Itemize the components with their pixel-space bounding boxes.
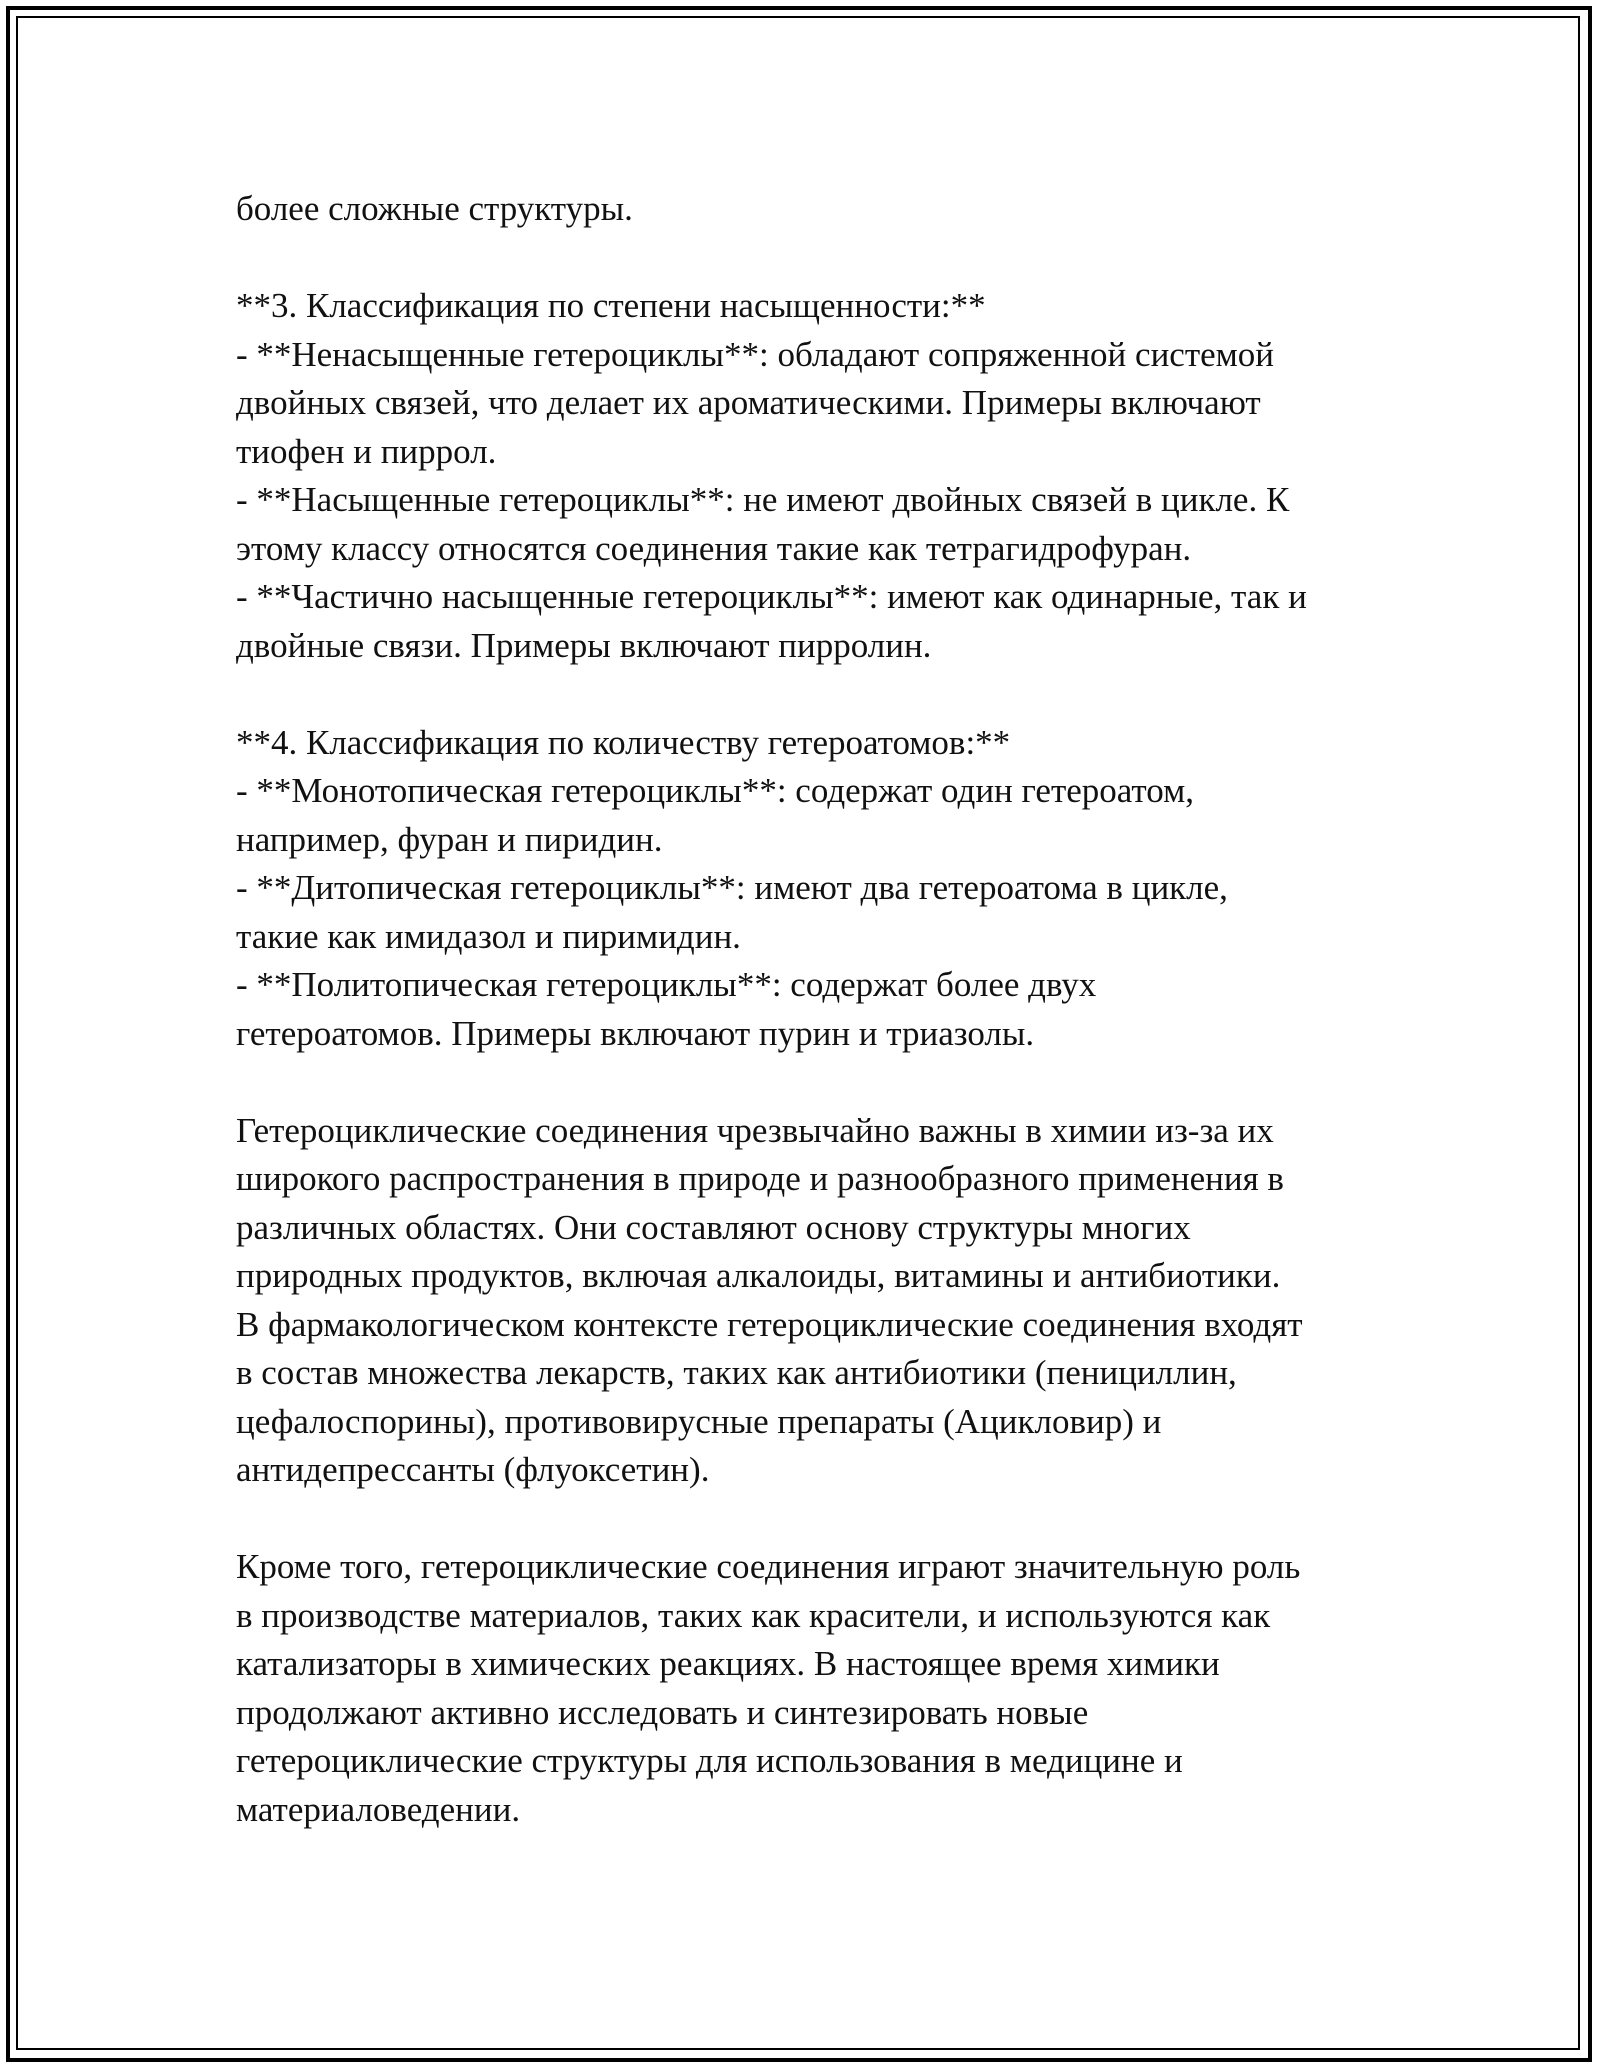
text-line: катализаторы в химических реакциях. В настоящее время химики <box>236 1644 1220 1683</box>
text-line: природных продуктов, включая алкалоиды, витамины и антибиотики. <box>236 1256 1281 1295</box>
paragraph-spacer <box>236 234 1376 283</box>
paragraph-importance <box>236 1107 1376 1495</box>
section-heteroatom-count <box>236 719 1376 1059</box>
text-line: - **Монотопическая гетероциклы**: содержат один гетероатом, <box>236 771 1194 810</box>
text-line: двойных связей, что делает их ароматическими. Примеры включают <box>236 383 1261 422</box>
section-heading: **4. Классификация по количеству гетероатомов:** <box>236 722 1011 762</box>
paragraph-spacer <box>236 1495 1376 1544</box>
text-line: гетероциклические структуры для использования в медицине и <box>236 1741 1183 1780</box>
text-line: материаловедении. <box>236 1789 521 1829</box>
paragraph-conclusion <box>236 1543 1376 1834</box>
text-line: - **Дитопическая гетероциклы**: имеют два гетероатома в цикле, <box>236 868 1228 907</box>
text-line: гетероатомов. Примеры включают пурин и триазолы. <box>236 1013 1035 1053</box>
paragraph-intro-tail <box>236 185 1376 234</box>
text-line: - **Насыщенные гетероциклы**: не имеют двойных связей в цикле. К <box>236 480 1290 519</box>
text-line: В фармакологическом контексте гетероциклические соединения входят <box>236 1304 1303 1344</box>
text-line: этому классу относятся соединения такие как тетрагидрофуран. <box>236 528 1192 568</box>
text-line: цефалоспорины), противовирусные препараты (Ацикловир) и <box>236 1401 1162 1441</box>
text-line: двойные связи. Примеры включают пирролин. <box>236 625 932 665</box>
text-line: в состав множества лекарств, таких как антибиотики (пенициллин, <box>236 1353 1237 1392</box>
text-line: Кроме того, гетероциклические соединения играют значительную роль <box>236 1547 1301 1586</box>
section-saturation <box>236 282 1376 670</box>
text-line: Гетероциклические соединения чрезвычайно важны в химии из-за их <box>236 1110 1274 1150</box>
text-line: - **Частично насыщенные гетероциклы**: имеют как одинарные, так и <box>236 577 1307 616</box>
text-line: различных областях. Они составляют основу структуры многих <box>236 1207 1191 1247</box>
document-body <box>236 185 1376 1834</box>
paragraph-spacer <box>236 670 1376 719</box>
text-line: - **Ненасыщенные гетероциклы**: обладают сопряженной системой <box>236 334 1275 374</box>
text-line: широкого распространения в природе и разнообразного применения в <box>236 1159 1284 1198</box>
text-line: продолжают активно исследовать и синтезировать новые <box>236 1692 1089 1732</box>
text-line: - **Политопическая гетероциклы**: содержат более двух <box>236 965 1097 1004</box>
text-line: в производстве материалов, таких как красители, и используются как <box>236 1595 1271 1635</box>
text-line: более сложные структуры. <box>236 189 633 228</box>
section-heading: **3. Классификация по степени насыщенности:** <box>236 286 986 325</box>
text-line: такие как имидазол и пиримидин. <box>236 916 741 956</box>
text-line: антидепрессанты (флуоксетин). <box>236 1450 710 1489</box>
paragraph-spacer <box>236 1058 1376 1107</box>
text-line: тиофен и пиррол. <box>236 431 497 471</box>
text-line: например, фуран и пиридин. <box>236 819 663 859</box>
